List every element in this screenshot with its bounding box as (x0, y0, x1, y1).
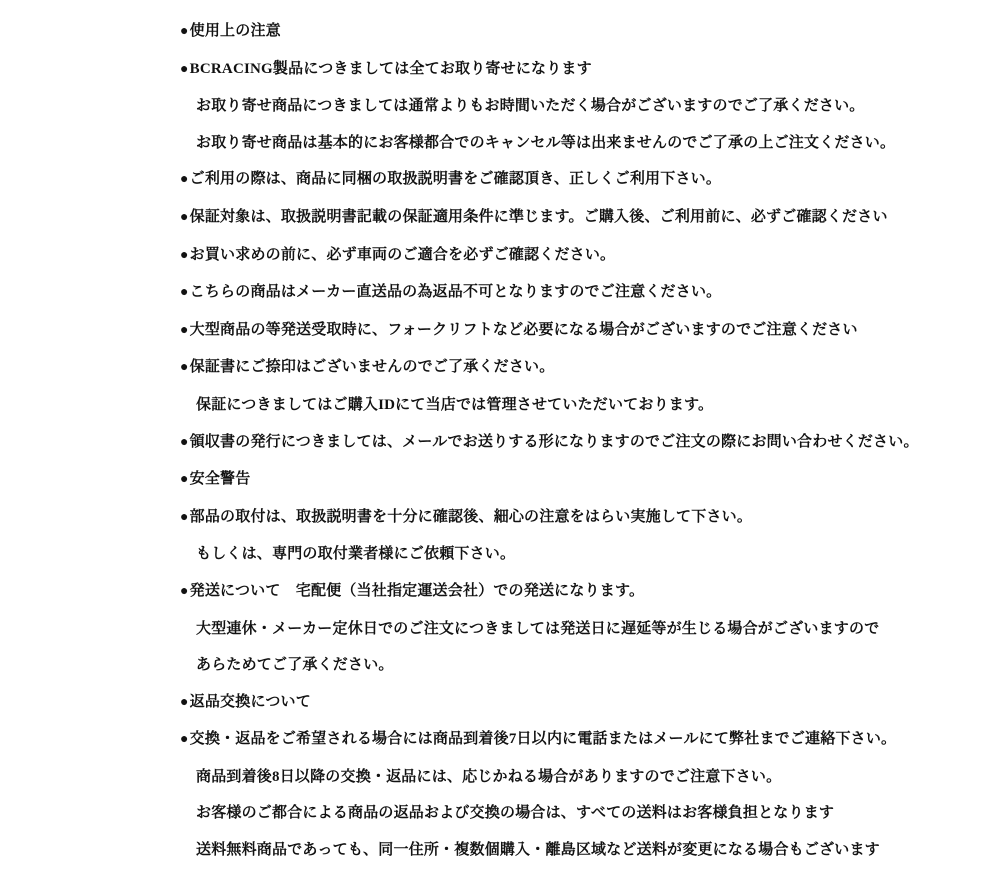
notice-line (180, 13, 970, 51)
notice-line-text: あらためてご了承ください。 (196, 657, 394, 674)
bullet-icon: ● (180, 509, 189, 525)
bullet-icon: ● (180, 360, 189, 376)
bullet-icon: ● (180, 285, 189, 301)
bullet-icon: ● (180, 472, 189, 488)
bullet-icon: ● (180, 61, 189, 77)
notice-line (180, 684, 970, 722)
notice-line (180, 795, 970, 832)
notice-line (180, 274, 970, 312)
bullet-icon: ● (180, 209, 189, 225)
notice-line (180, 161, 970, 199)
notice-line-text: 商品到着後8日以降の交換・返品には、応じかねる場合がありますのでご注意下さい。 (196, 768, 782, 785)
notice-line (180, 237, 970, 275)
notice-line-text: 送料無料商品であっても、同一住所・複数個購入・離島区域など送料が変更になる場合もございます (196, 842, 880, 859)
notice-line-text: もしくは、専門の取付業者様にご依頼下さい。 (196, 546, 516, 563)
notice-line (180, 759, 970, 796)
bullet-icon: ● (180, 247, 189, 263)
notice-line-text: 返品交換について (189, 693, 311, 710)
notice-line (180, 349, 970, 387)
bullet-icon: ● (180, 583, 189, 599)
notice-line (180, 424, 970, 462)
notice-line-text: 大型商品の等発送受取時に、フォークリフトなど必要になる場合がございますのでご注意ください (189, 321, 858, 338)
notice-line (180, 88, 970, 125)
bullet-icon: ● (180, 322, 189, 338)
bullet-icon: ● (180, 172, 189, 188)
notice-line (180, 199, 970, 237)
notice-line-text: 保証対象は、取扱説明書記載の保証適用条件に準じます。ご購入後、ご利用前に、必ずご確認ください (189, 208, 888, 225)
notice-line (180, 611, 970, 648)
notice-line-text: 部品の取付は、取扱説明書を十分に確認後、細心の注意をはらい実施して下さい。 (189, 508, 753, 525)
notice-line-text: 使用上の注意 (189, 23, 281, 39)
notice-line (180, 647, 970, 684)
notice-line-text: お取り寄せ商品は基本的にお客様都合でのキャンセル等は出来ませんのでご了承の上ご注文ください。 (196, 134, 896, 151)
notice-line (180, 721, 970, 759)
notice-line-text: 保証書にご捺印はございませんのでご了承ください。 (189, 359, 555, 376)
notice-line (180, 536, 970, 573)
notice-line (180, 499, 970, 537)
notice-line (180, 387, 970, 424)
notice-line (180, 51, 970, 89)
notice-line (180, 573, 970, 611)
notice-line-text: 大型連休・メーカー定休日でのご注文につきましては発送日に遅延等が生じる場合がございますので (196, 620, 880, 637)
notice-line-text: 領収書の発行につきましては、メールでお送りする形になりますのでご注文の際にお問い合わせください。 (189, 433, 919, 450)
notice-line (180, 125, 970, 162)
bullet-icon: ● (180, 434, 189, 450)
notice-line-text: こちらの商品はメーカー直送品の為返品不可となりますのでご注意ください。 (189, 284, 722, 301)
notice-line-text: お買い求めの前に、必ず車両のご適合を必ずご確認ください。 (189, 246, 616, 263)
notice-line-text: ご利用の際は、商品に同梱の取扱説明書をご確認頂き、正しくご利用下さい。 (189, 171, 722, 188)
bullet-icon: ● (180, 694, 189, 710)
notice-line (180, 832, 970, 869)
notice-line (180, 461, 970, 499)
notice-line-text: 発送について 宅配便（当社指定運送会社）での発送になります。 (189, 582, 645, 599)
bullet-icon: ● (180, 24, 189, 39)
notice-line-text: お客様のご都合による商品の返品および交換の場合は、すべての送料はお客様負担となります (196, 805, 835, 822)
notice-line-text: BCRACING製品につきましては全てお取り寄せになります (189, 60, 592, 77)
bullet-icon: ● (180, 732, 189, 748)
notice-line-text: 交換・返品をご希望される場合には商品到着後7日以内に電話またはメールにて弊社までご連絡下さい。 (189, 731, 897, 748)
notice-document (180, 13, 970, 869)
notice-line (180, 312, 970, 350)
notice-line-text: 安全警告 (189, 471, 251, 488)
notice-line-text: 保証につきましてはご購入IDにて当店では管理させていただいております。 (196, 396, 714, 413)
notice-line-text: お取り寄せ商品につきましては通常よりもお時間いただく場合がございますのでご了承ください。 (196, 98, 865, 115)
